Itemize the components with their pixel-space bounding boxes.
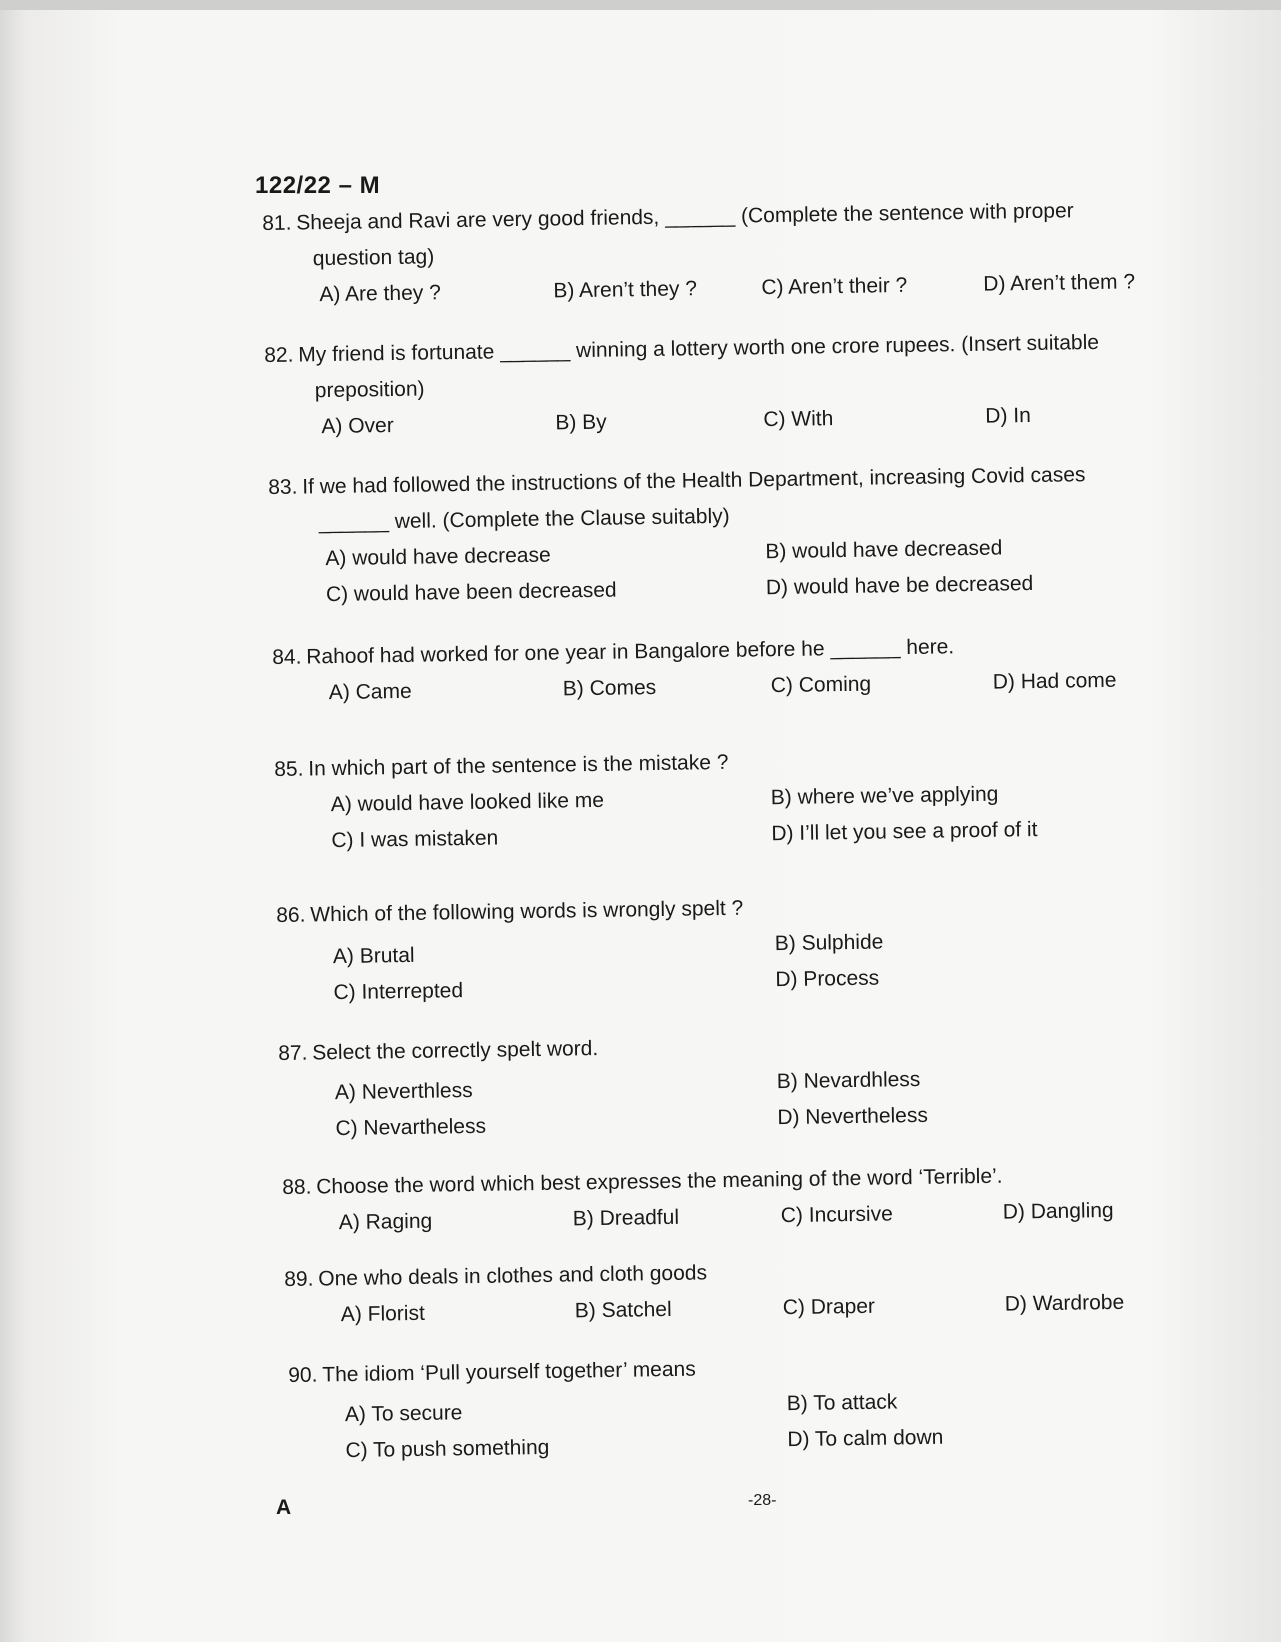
question-84 <box>272 629 1117 712</box>
option-d: D) Dangling <box>1002 1198 1114 1224</box>
option-b: B) Nevardhless <box>776 1067 921 1094</box>
question-number: 86. <box>276 903 306 927</box>
option-c: C) Interrepted <box>333 979 464 1005</box>
question-text: Which of the following words is wrongly spelt ? <box>310 896 744 927</box>
option-d: D) would have be decreased <box>765 571 1034 600</box>
option-d: D) To calm down <box>787 1425 944 1452</box>
question-89 <box>284 1255 1125 1334</box>
option-a: A) Raging <box>338 1209 433 1235</box>
question-83 <box>268 457 1087 614</box>
option-c: C) Nevartheless <box>335 1114 487 1141</box>
option-c: C) To push something <box>345 1435 550 1463</box>
question-number: 89. <box>284 1267 314 1291</box>
option-c: C) I was mistaken <box>331 826 499 853</box>
option-a: A) would have looked like me <box>330 788 605 817</box>
option-c: C) would have been decreased <box>325 578 617 607</box>
option-b: B) Comes <box>562 675 657 701</box>
question-number: 85. <box>274 757 304 781</box>
question-81 <box>262 193 1136 314</box>
question-88 <box>282 1159 1114 1242</box>
question-87 <box>278 1031 929 1144</box>
question-text: If we had followed the instructions of the Health Department, increasing Covid cases <box>302 463 1086 499</box>
option-d: D) Process <box>775 966 880 992</box>
option-c: C) Draper <box>782 1294 876 1320</box>
option-d: D) I’ll let you see a proof of it <box>771 818 1038 846</box>
option-c: C) Aren’t their ? <box>761 273 908 300</box>
option-c: C) Coming <box>770 672 872 698</box>
option-b: B) Dreadful <box>572 1205 680 1231</box>
option-d: D) Had come <box>992 668 1117 694</box>
question-text-line2: question tag) <box>312 245 435 271</box>
option-b: B) Satchel <box>574 1297 672 1323</box>
question-86 <box>276 891 884 1006</box>
option-b: B) Aren’t they ? <box>553 277 698 303</box>
question-number: 90. <box>288 1363 318 1387</box>
option-a: A) To secure <box>344 1401 463 1427</box>
option-c: C) Incursive <box>780 1202 893 1228</box>
question-82 <box>264 325 1100 446</box>
question-number: 87. <box>278 1041 308 1065</box>
question-text: In which part of the sentence is the mistake ? <box>308 750 729 781</box>
option-b: B) Sulphide <box>774 930 884 956</box>
question-number: 88. <box>282 1175 312 1199</box>
question-text: One who deals in clothes and cloth goods <box>318 1261 708 1291</box>
question-85 <box>274 745 1038 860</box>
option-b: B) To attack <box>786 1390 898 1416</box>
option-a: A) Over <box>321 413 394 439</box>
option-b: B) would have decreased <box>765 536 1003 564</box>
option-a: A) Brutal <box>332 943 415 969</box>
question-number: 84. <box>272 645 302 669</box>
question-text: Rahoof had worked for one year in Bangalore before he ______ here. <box>306 635 955 669</box>
option-d: D) In <box>985 403 1032 428</box>
option-a: A) would have decrease <box>325 543 551 571</box>
question-text-line2: ______ well. (Complete the Clause suitably) <box>318 504 730 535</box>
paper-code: 122/22 – M <box>255 172 381 199</box>
question-90 <box>288 1352 944 1466</box>
question-number: 82. <box>264 343 294 367</box>
question-text: My friend is fortunate ______ winning a lottery worth one crore rupees. (Insert suitable <box>298 330 1100 367</box>
question-text: Select the correctly spelt word. <box>312 1036 599 1065</box>
page-number: -28- <box>748 1492 777 1509</box>
question-text: Sheeja and Ravi are very good friends, ______ (Complete the sentence with proper <box>296 199 1074 235</box>
option-b: B) where we’ve applying <box>770 782 999 810</box>
option-d: D) Nevertheless <box>777 1103 929 1130</box>
option-a: A) Are they ? <box>319 281 441 307</box>
option-d: D) Aren’t them ? <box>983 270 1136 296</box>
option-b: B) By <box>555 410 607 435</box>
option-d: D) Wardrobe <box>1004 1290 1125 1316</box>
page-top-edge <box>0 0 1281 10</box>
question-number: 81. <box>262 211 292 235</box>
question-text-line2: preposition) <box>314 377 425 403</box>
option-a: A) Neverthless <box>334 1078 473 1105</box>
question-text: The idiom ‘Pull yourself together’ means <box>322 1357 696 1387</box>
question-set-label: A <box>276 1496 292 1519</box>
option-a: A) Came <box>328 679 412 705</box>
option-c: C) With <box>763 407 834 432</box>
option-a: A) Florist <box>340 1301 426 1327</box>
question-text: Choose the word which best expresses the meaning of the word ‘Terrible’. <box>316 1164 1003 1199</box>
question-number: 83. <box>268 475 298 499</box>
